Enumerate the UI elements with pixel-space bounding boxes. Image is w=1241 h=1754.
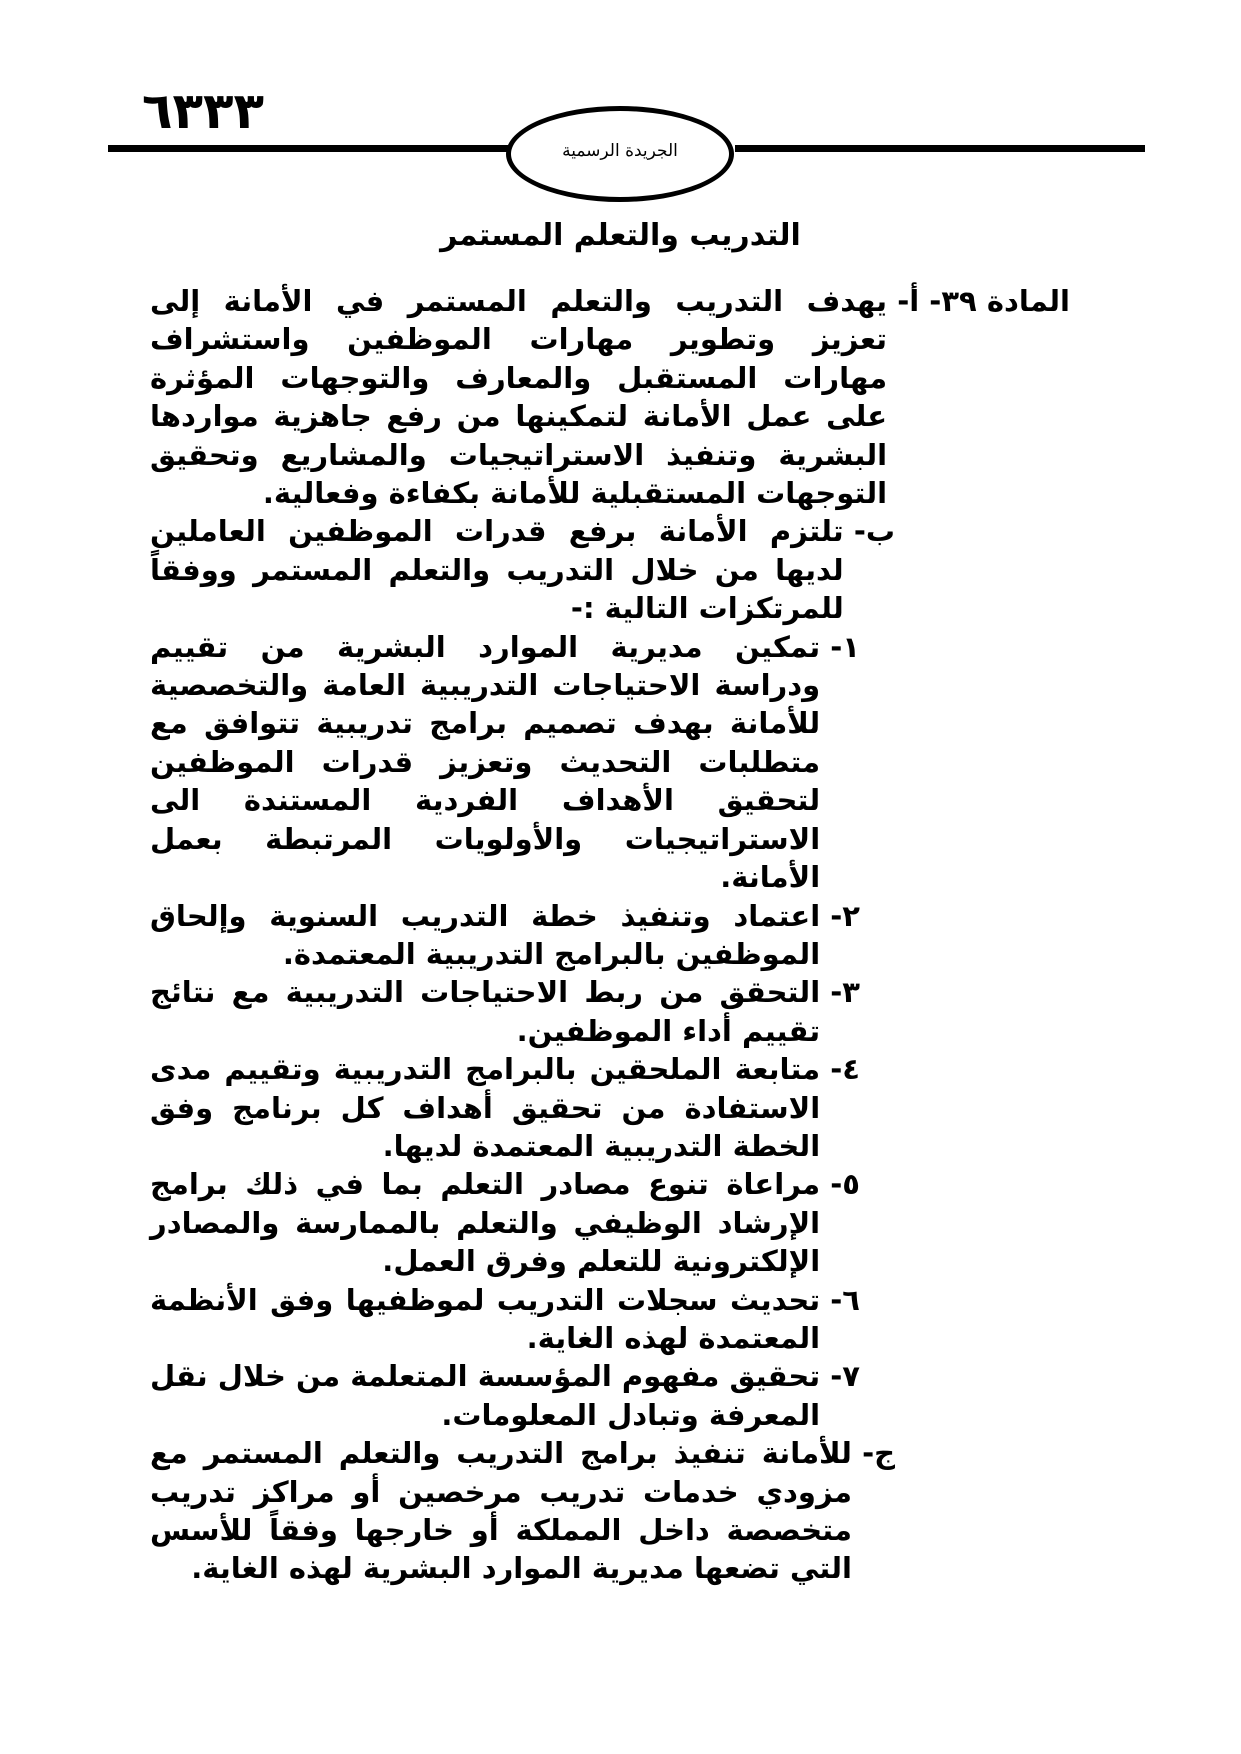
item-2-text: اعتماد وتنفيذ خطة التدريب السنوية وإلحاق الموظفين بالبرامج التدريبية المعتمدة. — [150, 898, 821, 971]
item-5-marker: ٥- — [830, 1167, 860, 1202]
item-4-text: متابعة الملحقين بالبرامج التدريبية وتقييم مدى الاستفادة من تحقيق أهداف كل برنامج وفق الخطة التدريبية المعتمدة لديها. — [150, 1052, 821, 1163]
para-b-marker — [844, 512, 895, 550]
para-b-marker-text: ب- — [853, 514, 895, 549]
page-header — [0, 0, 1241, 240]
page-number: ٦٣٣٣ — [142, 82, 265, 140]
list-item — [150, 628, 860, 897]
item-5-text: مراعاة تنوع مصادر التعلم بما في ذلك برامج الإرشاد الوظيفي والتعلم بالممارسة والمصادر الإلكترونية للتعلم وفرق العمل. — [150, 1167, 821, 1279]
item-7-text: تحقيق مفهوم المؤسسة المتعلمة من خلال نقل المعرفة وتبادل المعلومات. — [150, 1359, 821, 1432]
item-marker — [820, 897, 860, 935]
header-rule-left — [108, 145, 508, 152]
item-marker — [820, 1050, 860, 1088]
para-a-text: يهدف التدريب والتعلم المستمر في الأمانة إلى تعزيز وتطوير مهارات الموظفين واستشراف مهارات المستقبل والمعارف والتوجهات المؤثرة على عمل الأمانة لتمكينها من رفع جاهزية مواردها البشرية وتنفيذ الاستراتيجيات والمشاريع وتحقيق التوجهات المستقبلية للأمانة بكفاءة وفعالية. — [150, 284, 888, 511]
article-39-para-c — [150, 1434, 895, 1588]
item-marker — [820, 628, 860, 666]
list-item — [150, 1050, 860, 1165]
list-item — [150, 897, 860, 974]
list-item — [150, 973, 860, 1050]
article-body — [150, 282, 1070, 1588]
item-marker — [820, 1357, 860, 1395]
list-item — [150, 1357, 860, 1434]
item-marker — [820, 973, 860, 1011]
item-6-marker: ٦- — [830, 1282, 860, 1317]
para-c-marker — [852, 1434, 895, 1472]
item-2-marker: ٢- — [830, 898, 860, 933]
item-marker — [820, 1165, 860, 1203]
article-label-text: المادة ٣٩- — [929, 284, 1070, 318]
item-marker — [820, 1281, 860, 1319]
article-label — [887, 282, 1070, 320]
para-a-marker: أ- — [897, 284, 920, 318]
para-b-text: تلتزم الأمانة برفع قدرات الموظفين العاملين لديها من خلال التدريب والتعلم المستمر ووفقاً للمرتكزات التالية :- — [150, 514, 844, 626]
list-item — [150, 1165, 860, 1280]
emblem-text: الجريدة الرسمية — [562, 141, 678, 161]
item-3-marker: ٣- — [830, 975, 860, 1010]
article-39-para-a — [150, 282, 1070, 512]
item-4-marker: ٤- — [830, 1052, 860, 1087]
item-7-marker: ٧- — [830, 1359, 860, 1394]
item-1-text: تمكين مديرية الموارد البشرية من تقييم ودراسة الاحتياجات التدريبية العامة والتخصصية للأمانة بهدف تصميم برامج تدريبية تتوافق مع متطلبات التحديث وتعزيز قدرات الموظفين لتحقيق الأهداف الفردية المستندة الى الاستراتيجيات والأولويات المرتبطة بعمل الأمانة. — [150, 629, 821, 895]
header-rule-right — [735, 145, 1145, 152]
gazette-emblem — [506, 106, 734, 202]
list-item — [150, 1281, 860, 1358]
item-3-text: التحقق من ربط الاحتياجات التدريبية مع نتائج تقييم أداء الموظفين. — [150, 975, 821, 1048]
para-c-text: للأمانة تنفيذ برامج التدريب والتعلم المستمر مع مزودي خدمات تدريب مرخصين أو مراكز تدريب متخصصة داخل المملكة أو خارجها وفقاً للأسس التي تضعها مديرية الموارد البشرية لهذه الغاية. — [150, 1436, 852, 1586]
section-title: التدريب والتعلم المستمر — [440, 218, 801, 253]
article-39-para-b — [150, 512, 895, 627]
item-6-text: تحديث سجلات التدريب لموظفيها وفق الأنظمة المعتمدة لهذه الغاية. — [150, 1282, 821, 1355]
item-1-marker: ١- — [830, 629, 860, 664]
para-c-marker-text: ج- — [862, 1436, 895, 1471]
